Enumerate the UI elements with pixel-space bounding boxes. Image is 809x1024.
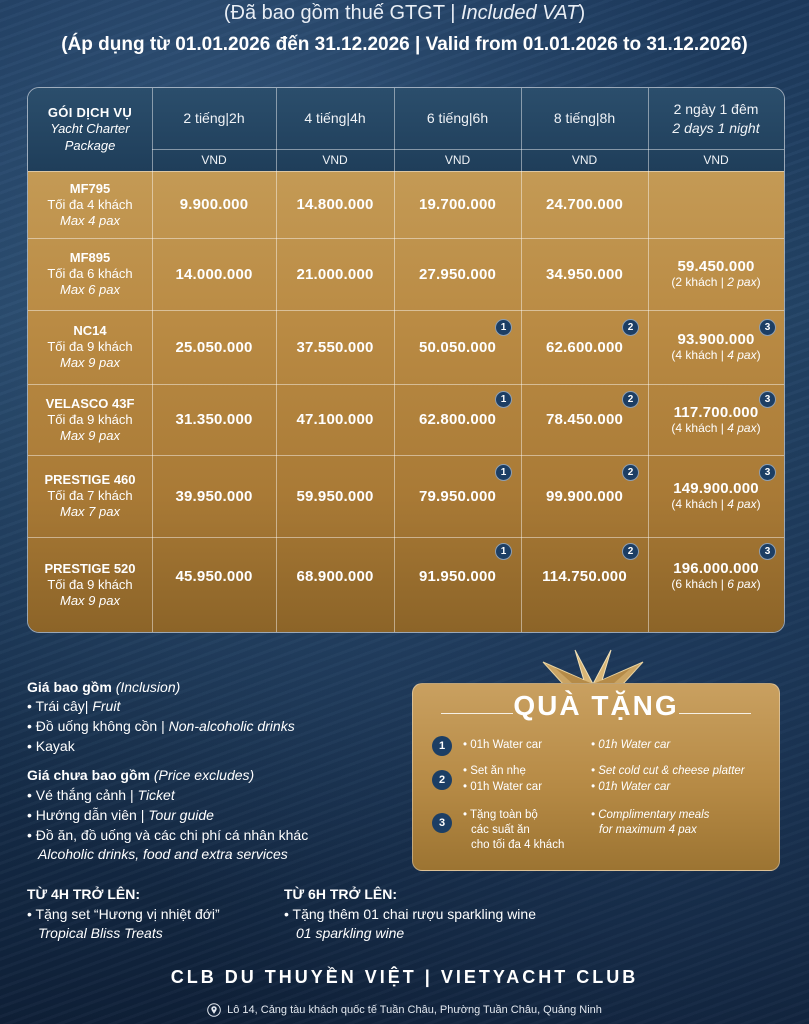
price-cell: 9.900.000 xyxy=(179,196,249,213)
price-cell-2d1n: 117.700.000 (4 khách | 4 pax) xyxy=(671,403,761,435)
gift-item-en: for maximum 4 pax xyxy=(599,824,697,836)
gift-badge-2: 2 xyxy=(622,391,639,408)
address-text: Lô 14, Cảng tàu khách quốc tế Tuần Châu, Phường Tuần Châu, Quảng Ninh xyxy=(227,1003,602,1016)
gift-badge-3: 3 xyxy=(759,543,776,560)
vat-note: (Đã bao gồm thuế GTGT | Included VAT) xyxy=(223,2,586,24)
promo-heading-4h: TỪ 4H TRỞ LÊN: xyxy=(27,886,140,902)
column-header-4h: 4 tiếng|4h xyxy=(304,110,366,126)
list-item: • Đồ ăn, đồ uống và các chi phí cá nhân khác xyxy=(27,827,309,843)
price-cell: 24.700.000 xyxy=(545,196,624,213)
table-row-label-nc14: NC14 Tối đa 9 khách Max 9 pax xyxy=(47,323,133,370)
table-row-label-prestige-460: PRESTIGE 460 Tối đa 7 khách Max 7 pax xyxy=(44,472,136,519)
location-pin-icon xyxy=(207,1003,221,1017)
gift-item-en: • Set cold cut & cheese platter xyxy=(591,765,745,777)
price-cell-2d1n: 149.900.000 (4 khách | 4 pax) xyxy=(671,480,761,511)
price-cell: 37.550.000 xyxy=(296,338,374,356)
gift-item-vi: cho tối đa 4 khách xyxy=(471,839,565,851)
price-cell: 91.950.000 xyxy=(418,567,497,585)
list-item-en: Alcoholic drinks, food and extra services xyxy=(38,846,288,862)
grid-line xyxy=(394,88,395,632)
package-header-en-1: Yacht Charter xyxy=(50,121,130,136)
price-cell: 50.050.000 xyxy=(418,338,497,356)
gift-item-vi: • Tặng toàn bộ xyxy=(463,809,538,821)
gift-number-1: 1 xyxy=(432,736,452,756)
gift-badge-2: 2 xyxy=(622,543,639,560)
grid-line xyxy=(276,88,277,632)
grid-line xyxy=(28,537,784,538)
promo-line: • Tặng thêm 01 chai rượu sparkling wine xyxy=(284,906,536,922)
price-cell: 78.450.000 xyxy=(545,411,624,428)
gift-number-2: 2 xyxy=(432,770,452,790)
gift-item-vi: • 01h Water car xyxy=(463,781,543,793)
grid-line xyxy=(648,88,649,632)
gift-badge-3: 3 xyxy=(759,319,776,336)
price-cell: 99.900.000 xyxy=(545,487,624,505)
price-cell: 47.100.000 xyxy=(296,411,374,428)
price-cell: 62.600.000 xyxy=(545,338,624,356)
package-header-en-2: Package xyxy=(64,138,116,153)
gift-number-3: 3 xyxy=(432,813,452,833)
gift-badge-3: 3 xyxy=(759,391,776,408)
table-row-label-mf895: MF895 Tối đa 6 khách Max 6 pax xyxy=(47,250,133,297)
gift-bow-icon xyxy=(533,648,653,686)
price-table xyxy=(27,87,785,633)
currency-8h: VND xyxy=(571,153,598,167)
price-cell: 31.350.000 xyxy=(175,411,253,428)
gift-item-en: • 01h Water car xyxy=(591,739,671,751)
gift-panel xyxy=(412,683,780,871)
promo-line-en: 01 sparkling wine xyxy=(296,925,405,941)
gift-badge-2: 2 xyxy=(622,319,639,336)
gift-item-en: • 01h Water car xyxy=(591,781,671,793)
table-row-label-mf795: MF795 Tối đa 4 khách Max 4 pax xyxy=(47,180,133,228)
table-row-label-velasco-43f: VELASCO 43F Tối đa 9 khách Max 9 pax xyxy=(45,395,135,443)
price-cell: 39.950.000 xyxy=(175,487,253,505)
gift-badge-1: 1 xyxy=(495,464,512,481)
grid-line xyxy=(28,310,784,311)
price-cell: 14.800.000 xyxy=(296,196,374,213)
promo-line-en: Tropical Bliss Treats xyxy=(38,925,163,941)
price-cell: 34.950.000 xyxy=(545,265,624,283)
column-header-2d1n: 2 ngày 1 đêm 2 days 1 night xyxy=(672,100,760,136)
column-header-6h: 6 tiếng|6h xyxy=(426,110,489,126)
price-cell-empty xyxy=(648,171,784,238)
price-cell: 27.950.000 xyxy=(418,265,497,283)
price-cell: 21.000.000 xyxy=(296,265,374,283)
grid-line xyxy=(28,238,784,239)
currency-6h: VND xyxy=(444,153,471,167)
price-cell: 114.750.000 xyxy=(542,567,627,585)
promo-line: • Tặng set “Hương vị nhiệt đới” xyxy=(27,906,220,922)
price-cell: 25.050.000 xyxy=(175,338,253,356)
list-item: • Đồ uống không cồn | Non-alcoholic drinks xyxy=(27,718,295,734)
gift-item-vi: • 01h Water car xyxy=(463,739,543,751)
gift-badge-1: 1 xyxy=(495,391,512,408)
grid-line xyxy=(152,149,784,150)
list-item: • Vé thắng cảnh | Ticket xyxy=(27,787,175,803)
price-cell-2d1n: 196.000.000 (6 khách | 6 pax) xyxy=(671,560,761,591)
price-cell-2d1n: 59.450.000 (2 khách | 2 pax) xyxy=(671,258,761,289)
table-row-label-prestige-520: PRESTIGE 520 Tối đa 9 khách Max 9 pax xyxy=(44,560,136,608)
price-cell: 62.800.000 xyxy=(418,411,497,428)
currency-2h: VND xyxy=(201,153,227,167)
inclusion-heading: Giá bao gồm (Inclusion) xyxy=(27,679,181,695)
gift-badge-1: 1 xyxy=(495,319,512,336)
gift-item-vi: các suất ăn xyxy=(471,824,530,836)
gift-title: QUÀ TẶNG xyxy=(513,690,679,721)
list-item: • Kayak xyxy=(27,738,75,754)
address xyxy=(0,1003,809,1017)
grid-line xyxy=(28,455,784,456)
column-header-2h: 2 tiếng|2h xyxy=(183,110,245,126)
club-name: CLB DU THUYỀN VIỆT | VIETYACHT CLUB xyxy=(170,967,639,987)
column-header-8h: 8 tiếng|8h xyxy=(553,110,616,126)
price-cell: 59.950.000 xyxy=(296,487,374,505)
package-header xyxy=(28,88,152,171)
currency-4h: VND xyxy=(322,153,348,167)
gift-item-en: • Complimentary meals xyxy=(591,809,710,821)
price-cell: 45.950.000 xyxy=(175,567,253,585)
price-cell: 19.700.000 xyxy=(418,196,497,213)
package-header-vi: GÓI DỊCH VỤ xyxy=(47,105,133,120)
currency-2d1n: VND xyxy=(703,153,729,167)
grid-line xyxy=(28,171,784,172)
list-item: • Hướng dẫn viên | Tour guide xyxy=(27,807,214,823)
exclusion-heading: Giá chưa bao gồm (Price excludes) xyxy=(27,767,255,783)
gift-badge-3: 3 xyxy=(759,464,776,481)
grid-line xyxy=(28,384,784,385)
gift-badge-2: 2 xyxy=(622,464,639,481)
grid-line xyxy=(521,88,522,632)
price-cell: 79.950.000 xyxy=(418,487,497,505)
price-cell: 68.900.000 xyxy=(296,567,374,585)
gift-item-vi: • Set ăn nhẹ xyxy=(463,765,526,777)
price-cell: 14.000.000 xyxy=(175,265,253,283)
grid-line xyxy=(152,88,153,632)
price-cell-2d1n: 93.900.000 (4 khách | 4 pax) xyxy=(671,331,761,362)
list-item: • Trái cây| Fruit xyxy=(27,698,121,714)
gift-badge-1: 1 xyxy=(495,543,512,560)
promo-heading-6h: TỪ 6H TRỞ LÊN: xyxy=(284,886,397,902)
validity-note: (Áp dụng từ 01.01.2026 đến 31.12.2026 | Valid from 01.01.2026 to 31.12.2026) xyxy=(61,34,748,55)
